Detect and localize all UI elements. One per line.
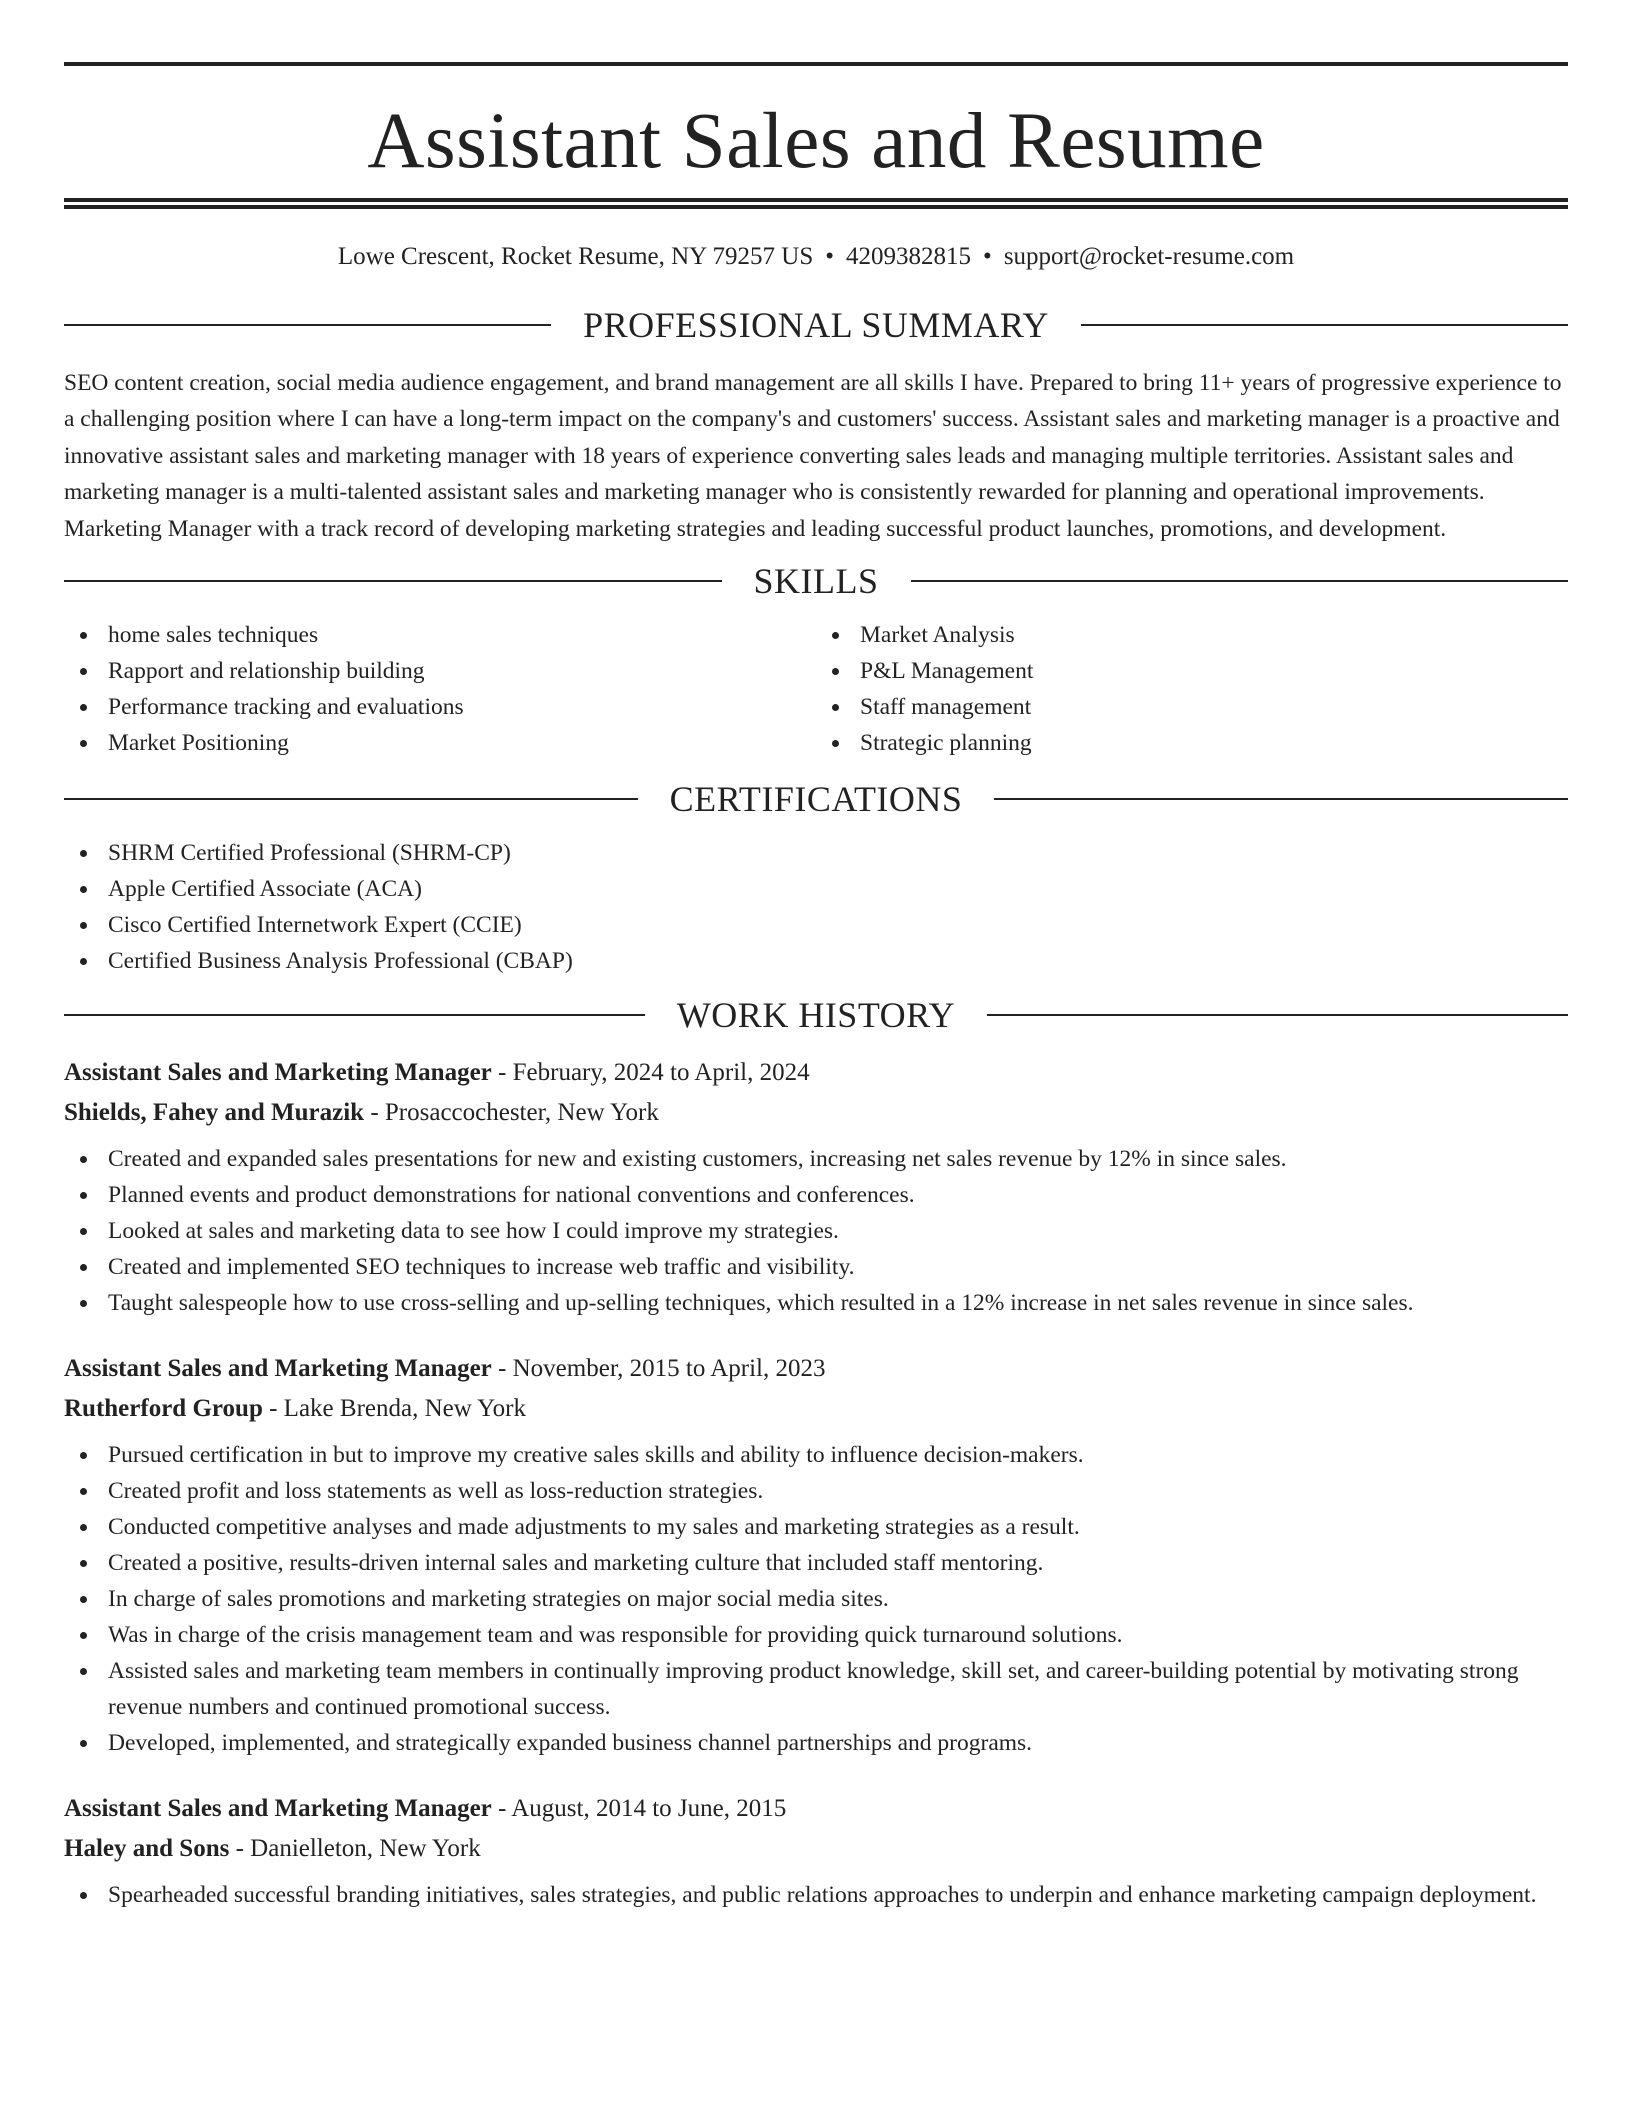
summary-heading: PROFESSIONAL SUMMARY [583, 305, 1049, 345]
contact-email: support@rocket-resume.com [1003, 243, 1295, 270]
job-company-line [64, 1389, 1568, 1429]
job-title: Assistant Sales and Marketing Manager [64, 1795, 492, 1823]
job-title-line [64, 1789, 1568, 1829]
skill-item: Market Analysis [816, 617, 1568, 653]
job-bullet: Spearheaded successful branding initiatives, sales strategies, and public relations approaches to underpin and enhance marketing campaign deployment. [64, 1877, 1568, 1913]
job-bullet: In charge of sales promotions and marketing strategies on major social media sites. [64, 1581, 1568, 1617]
skills-column-right [816, 617, 1568, 761]
job-entry [64, 1789, 1568, 1913]
heading-rule-right [987, 1014, 1568, 1016]
job-bullet: Created and implemented SEO techniques to increase web traffic and visibility. [64, 1249, 1568, 1285]
skills-grid [64, 617, 1568, 761]
resume-title: Assistant Sales and Resume [367, 98, 1265, 185]
skill-item: Performance tracking and evaluations [64, 689, 816, 725]
job-dates: - February, 2024 to April, 2024 [498, 1059, 810, 1087]
skill-item: Strategic planning [816, 725, 1568, 761]
section-heading-skills [64, 559, 1568, 603]
skills-heading: SKILLS [753, 561, 879, 602]
job-location: - Prosaccochester, New York [370, 1099, 659, 1127]
job-company: Rutherford Group [64, 1395, 263, 1423]
heading-rule-right [911, 580, 1569, 582]
job-entry [64, 1349, 1568, 1761]
job-location: - Lake Brenda, New York [269, 1395, 526, 1423]
contact-line [64, 241, 1568, 273]
job-bullets [64, 1141, 1568, 1321]
header-double-rule [64, 198, 1568, 209]
skill-item: P&L Management [816, 653, 1568, 689]
certification-item: Certified Business Analysis Professional (CBAP) [64, 943, 1568, 979]
contact-separator: • [825, 243, 835, 270]
certification-item: SHRM Certified Professional (SHRM-CP) [64, 835, 1568, 871]
job-dates: - August, 2014 to June, 2015 [498, 1795, 787, 1823]
job-title-line [64, 1053, 1568, 1093]
work-history-heading: WORK HISTORY [676, 995, 956, 1036]
job-bullet: Created profit and loss statements as well as loss-reduction strategies. [64, 1473, 1568, 1509]
job-title: Assistant Sales and Marketing Manager [64, 1355, 492, 1383]
job-company: Haley and Sons [64, 1835, 230, 1863]
job-title-line [64, 1349, 1568, 1389]
certification-item: Apple Certified Associate (ACA) [64, 871, 1568, 907]
job-bullets [64, 1877, 1568, 1913]
job-bullet: Was in charge of the crisis management team and was responsible for providing quick turnaround solutions. [64, 1617, 1568, 1653]
section-heading-work-history [64, 993, 1568, 1037]
job-bullets [64, 1437, 1568, 1761]
certifications-list [64, 835, 1568, 979]
job-bullet: Pursued certification in but to improve my creative sales skills and ability to influence decision-makers. [64, 1437, 1568, 1473]
job-location: - Danielleton, New York [235, 1835, 481, 1863]
job-bullet: Conducted competitive analyses and made adjustments to my sales and marketing strategies as a result. [64, 1509, 1568, 1545]
skill-item: home sales techniques [64, 617, 816, 653]
heading-rule-left [64, 580, 722, 582]
contact-separator: • [983, 243, 992, 270]
skill-item: Staff management [816, 689, 1568, 725]
job-dates: - November, 2015 to April, 2023 [498, 1355, 826, 1383]
skill-item: Market Positioning [64, 725, 816, 761]
heading-rule-left [64, 1014, 645, 1016]
heading-rule-right [1081, 324, 1568, 326]
skill-item: Rapport and relationship building [64, 653, 816, 689]
contact-phone: 4209382815 [846, 243, 972, 270]
skills-column-left [64, 617, 816, 761]
job-company: Shields, Fahey and Murazik [64, 1099, 365, 1127]
job-bullet: Looked at sales and marketing data to see how I could improve my strategies. [64, 1213, 1568, 1249]
job-entry [64, 1053, 1568, 1321]
job-company-line [64, 1829, 1568, 1869]
summary-text: SEO content creation, social media audience engagement, and brand management are all skills I have. Prepared to bring 11+ years of progressive experience to a challenging position where I can have a long-term impact on the company's and customers' success. Assistant sales and marketing manager is a proactive and innovative assistant sales and marketing manager with 18 years of experience converting sales leads and managing multiple territories. Assistant sales and marketing manager is a multi-talented assistant sales and marketing manager who is consistently rewarded for planning and operational improvements. Marketing Manager with a track record of developing marketing strategies and leading successful product launches, promotions, and development. [64, 370, 1562, 542]
job-bullet: Created and expanded sales presentations for new and existing customers, increasing net sales revenue by 12% in since sales. [64, 1141, 1568, 1177]
job-bullet: Taught salespeople how to use cross-selling and up-selling techniques, which resulted in a 12% increase in net sales revenue in since sales. [64, 1285, 1568, 1321]
heading-rule-left [64, 798, 638, 800]
job-bullet: Developed, implemented, and strategically expanded business channel partnerships and programs. [64, 1725, 1568, 1761]
section-heading-summary [64, 303, 1568, 347]
job-bullet: Assisted sales and marketing team members in continually improving product knowledge, skill set, and career-building potential by motivating strong revenue numbers and continued promotional success. [64, 1653, 1568, 1725]
heading-rule-left [64, 324, 551, 326]
heading-rule-right [994, 798, 1568, 800]
job-bullet: Created a positive, results-driven internal sales and marketing culture that included staff mentoring. [64, 1545, 1568, 1581]
certifications-heading: CERTIFICATIONS [669, 779, 963, 820]
header-top-rule [64, 62, 1568, 66]
job-title: Assistant Sales and Marketing Manager [64, 1059, 492, 1087]
job-bullet: Planned events and product demonstrations for national conventions and conferences. [64, 1177, 1568, 1213]
job-company-line [64, 1093, 1568, 1133]
contact-address: Lowe Crescent, Rocket Resume, NY 79257 US [337, 243, 814, 270]
certification-item: Cisco Certified Internetwork Expert (CCIE) [64, 907, 1568, 943]
section-heading-certifications [64, 777, 1568, 821]
